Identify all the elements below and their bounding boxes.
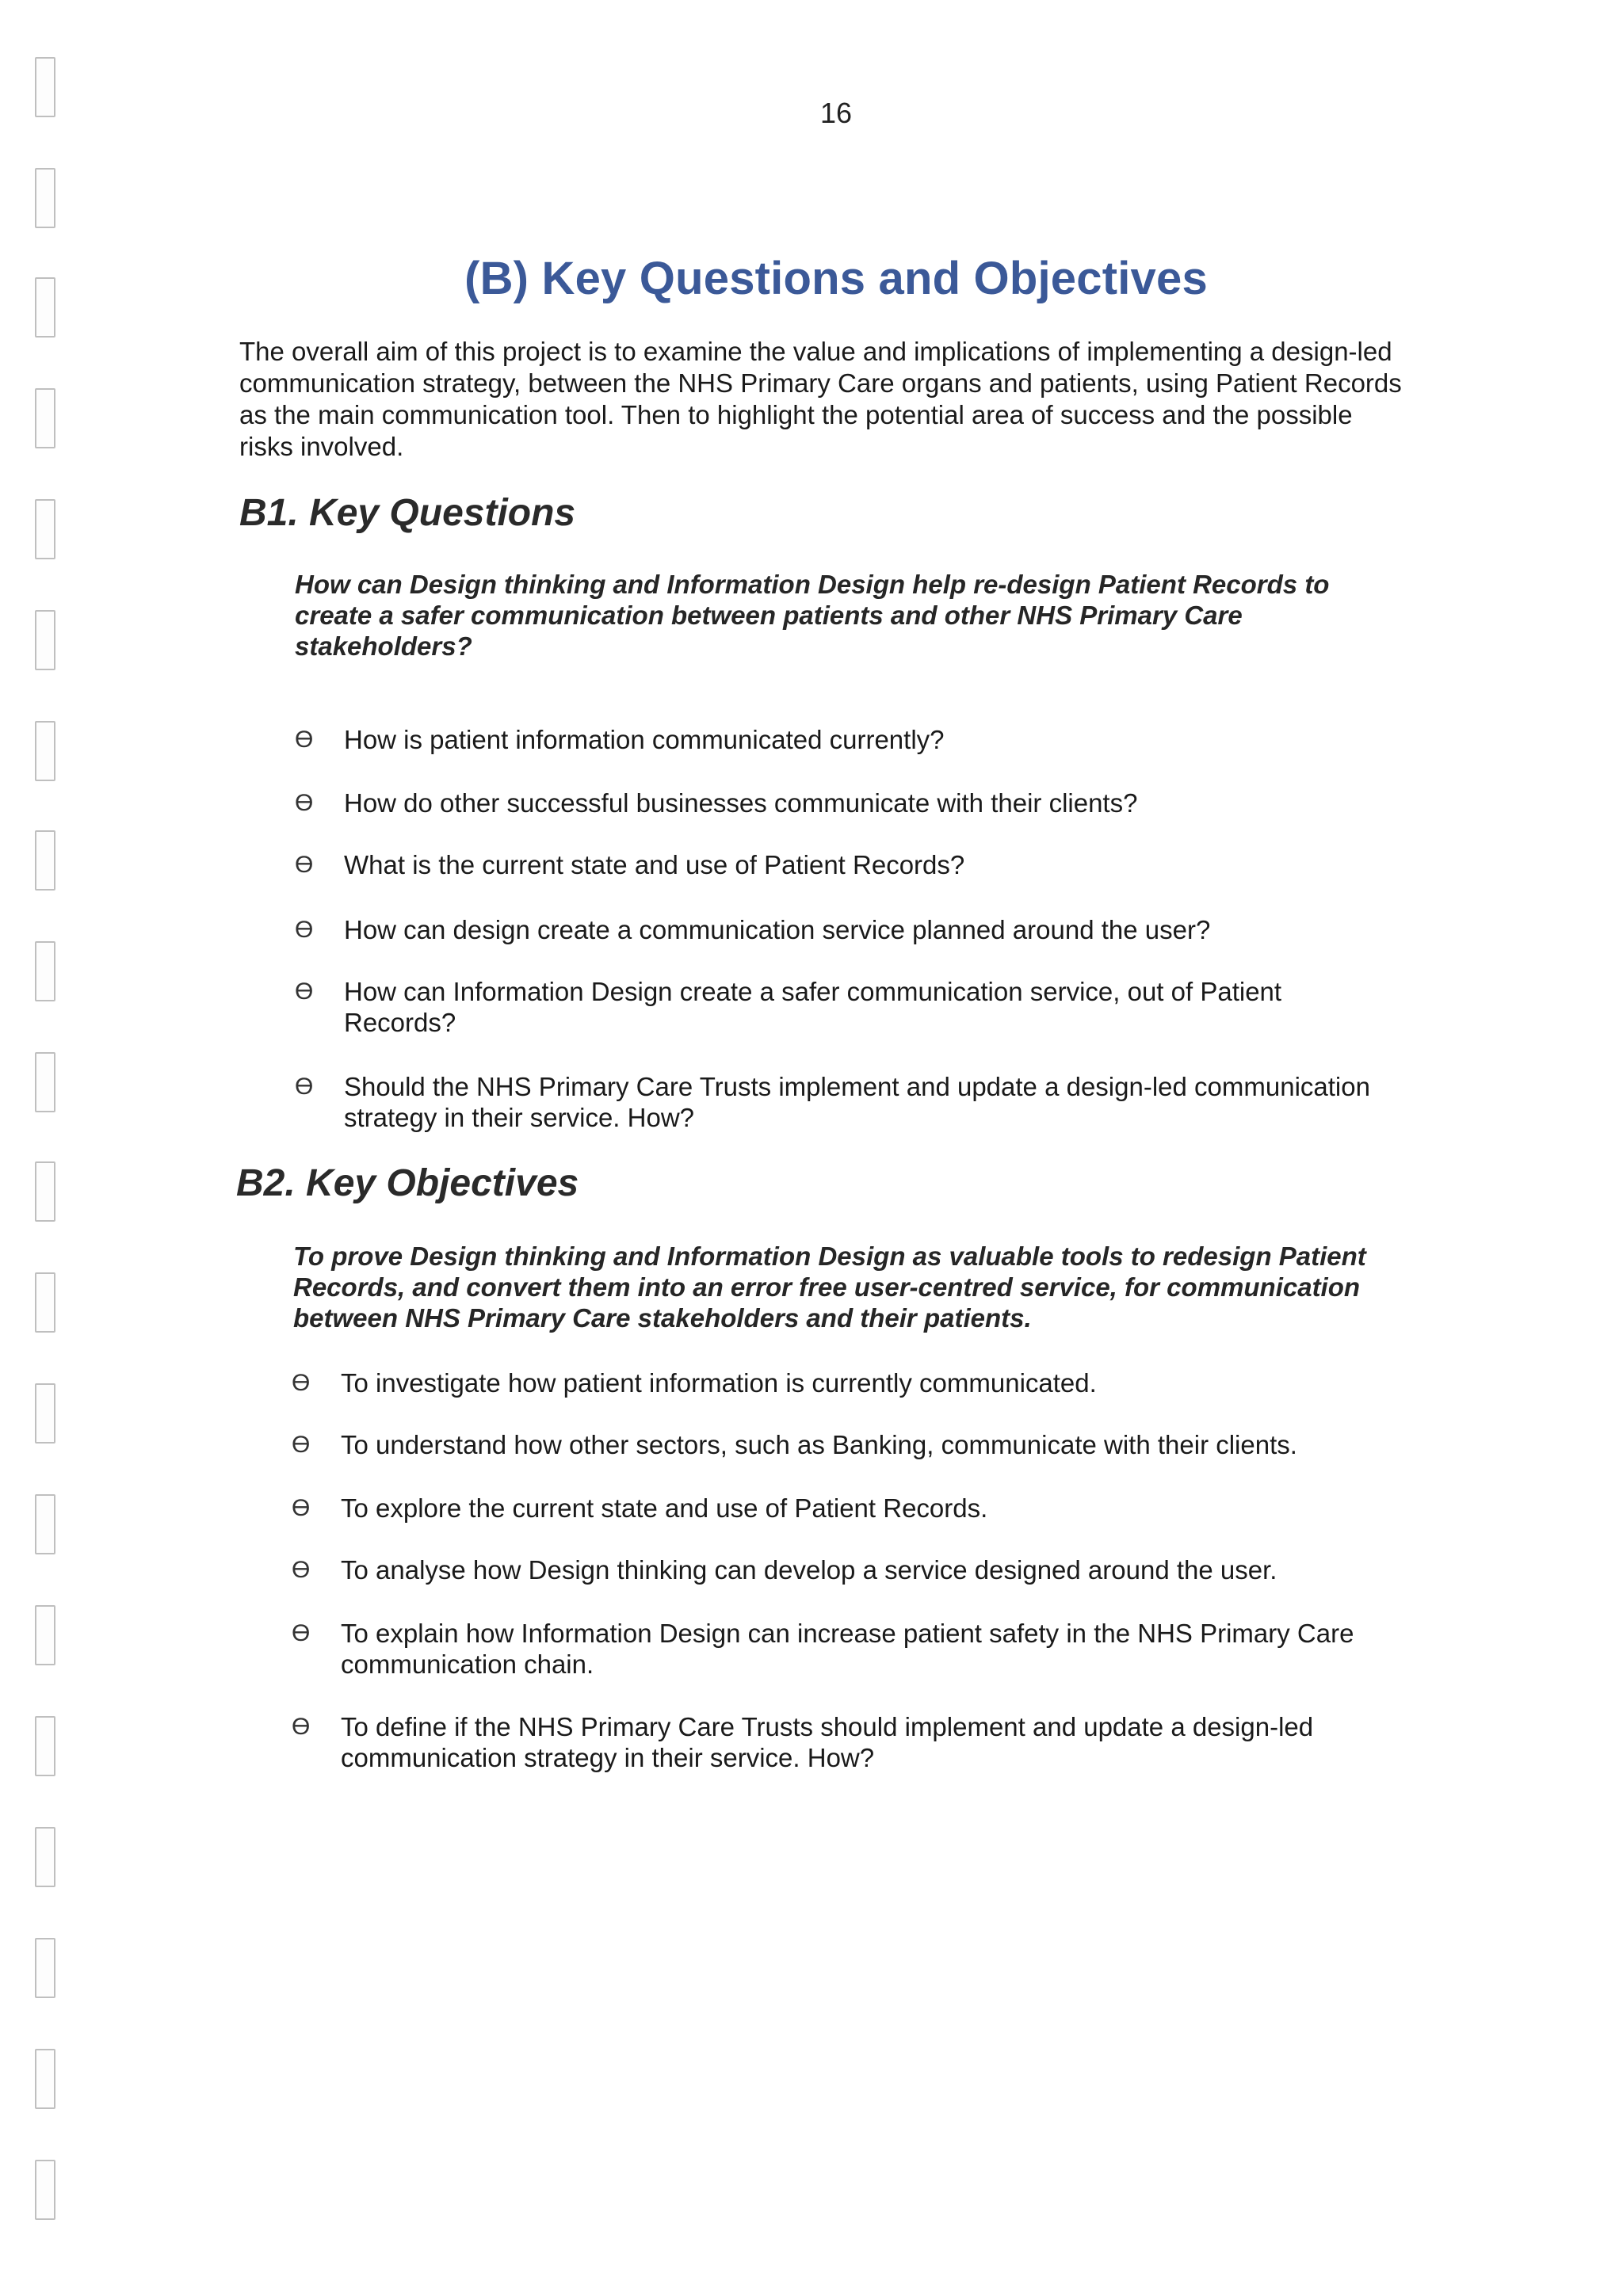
circle-bullet-icon: ϴ <box>292 1495 311 1521</box>
binding-hole <box>35 1383 55 1444</box>
binding-hole <box>35 1161 55 1222</box>
page-title: (B) Key Questions and Objectives <box>464 253 1208 304</box>
list-item-text: To investigate how patient information is currently communicated. <box>341 1368 1097 1398</box>
list-item <box>295 1071 1420 1133</box>
circle-bullet-icon: ϴ <box>292 1557 311 1583</box>
list-item <box>292 1429 1417 1460</box>
list-item <box>292 1618 1401 1680</box>
list-item-text: How can Information Design create a safer communication service, out of Patient Records? <box>344 977 1282 1037</box>
list-item <box>292 1554 1417 1585</box>
binding-hole <box>35 1272 55 1333</box>
circle-bullet-icon: ϴ <box>292 1370 311 1396</box>
list-item-text: To analyse how Design thinking can develop a service designed around the user. <box>341 1555 1277 1585</box>
circle-bullet-icon: ϴ <box>292 1432 311 1458</box>
intro-paragraph: The overall aim of this project is to examine the value and implications of implementing a design-led communication strategy, between the NHS Primary Care organs and patients, using Patient Records as the main communication tool. Then to highlight the potential area of success and the possible risks involved. <box>239 337 1402 461</box>
list-item-text: To understand how other sectors, such as Banking, communicate with their clients. <box>341 1430 1297 1459</box>
list-item <box>295 788 1404 818</box>
binding-hole <box>35 1605 55 1665</box>
section-heading-key-objectives: B2. Key Objectives <box>236 1162 579 1204</box>
list-item-text: To define if the NHS Primary Care Trusts should implement and update a design-led communication strategy in their service. How? <box>341 1712 1314 1772</box>
circle-bullet-icon: ϴ <box>292 1620 311 1646</box>
list-item-text: To explain how Information Design can increase patient safety in the NHS Primary Care communication chain. <box>341 1619 1354 1679</box>
key-question-lead: How can Design thinking and Information Design help re-design Patient Records to create a safer communication between patients and other NHS Primary Care stakeholders? <box>295 570 1330 661</box>
binding-hole <box>35 168 55 228</box>
list-item <box>292 1711 1385 1773</box>
list-item <box>295 849 1404 880</box>
list-item <box>295 724 1404 755</box>
list-item <box>295 976 1325 1038</box>
binding-hole <box>35 1827 55 1887</box>
list-item-text: How is patient information communicated currently? <box>344 725 945 754</box>
list-item-text: Should the NHS Primary Care Trusts implement and update a design-led communication strategy in their service. How? <box>344 1072 1370 1132</box>
binding-hole <box>35 610 55 670</box>
list-item <box>292 1367 1417 1398</box>
circle-bullet-icon: ϴ <box>295 727 314 753</box>
binding-hole <box>35 1494 55 1554</box>
circle-bullet-icon: ϴ <box>292 1714 311 1740</box>
binding-hole <box>35 1052 55 1112</box>
section-heading-key-questions: B1. Key Questions <box>239 492 576 534</box>
binding-hole <box>35 2160 55 2220</box>
circle-bullet-icon: ϴ <box>295 852 314 878</box>
list-item-text: To explore the current state and use of Patient Records. <box>341 1493 988 1523</box>
circle-bullet-icon: ϴ <box>295 978 314 1005</box>
binding-hole <box>35 721 55 781</box>
binding-hole <box>35 941 55 1001</box>
list-item-text: How do other successful businesses communicate with their clients? <box>344 788 1138 818</box>
binding-holes <box>35 0 67 2296</box>
circle-bullet-icon: ϴ <box>295 917 314 943</box>
binding-hole <box>35 388 55 448</box>
list-item-text: What is the current state and use of Patient Records? <box>344 850 965 879</box>
list-item <box>295 914 1404 945</box>
page-number: 16 <box>819 97 853 129</box>
binding-hole <box>35 2049 55 2109</box>
binding-hole <box>35 830 55 891</box>
list-item-text: How can design create a communication service planned around the user? <box>344 915 1211 944</box>
circle-bullet-icon: ϴ <box>295 1074 314 1100</box>
binding-hole <box>35 1716 55 1776</box>
binding-hole <box>35 499 55 559</box>
circle-bullet-icon: ϴ <box>295 790 314 816</box>
key-objective-lead: To prove Design thinking and Information Design as valuable tools to redesign Patient Records, and convert them into an error free user-centred service, for communication between NHS Primary Care stakeholders and their patients. <box>293 1241 1366 1333</box>
binding-hole <box>35 1938 55 1998</box>
list-item <box>292 1493 1417 1524</box>
